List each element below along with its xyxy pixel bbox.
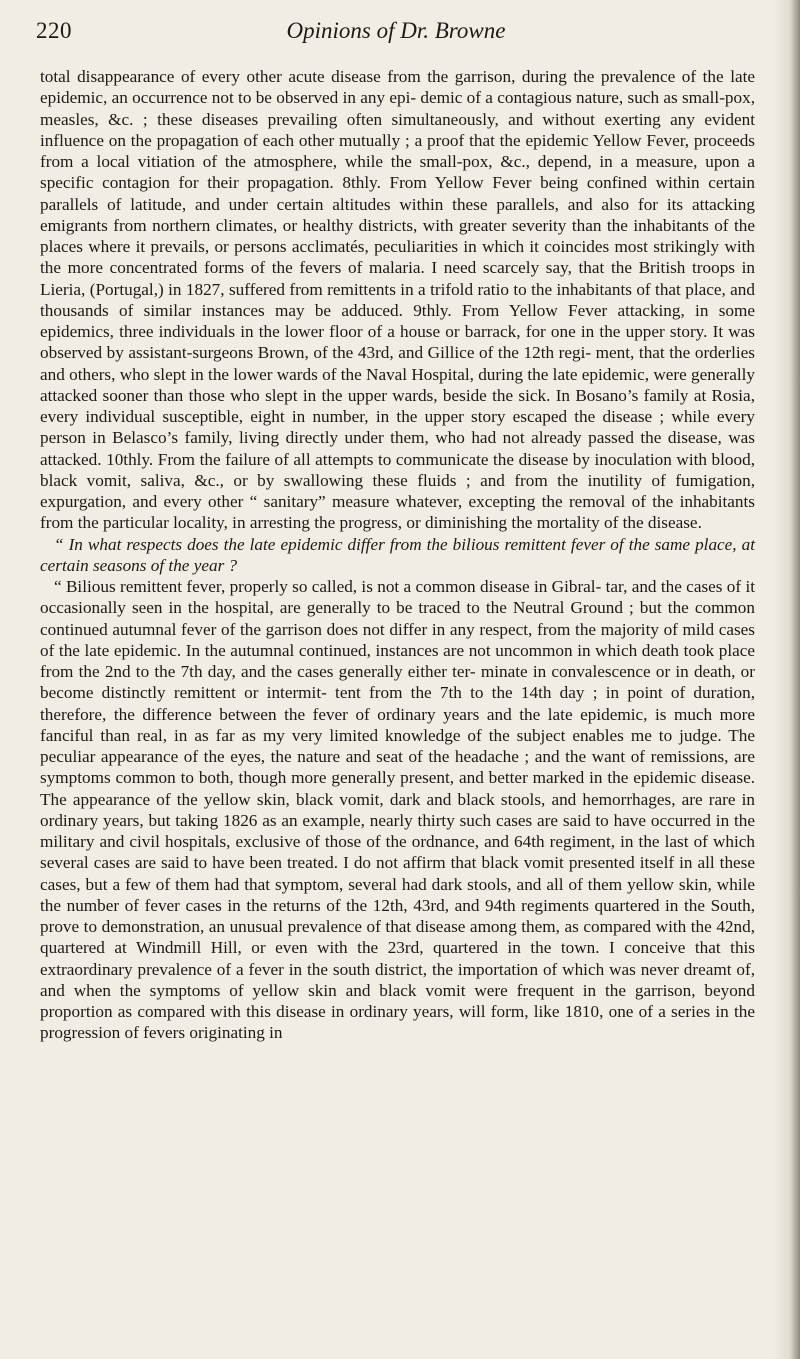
page-number: 220	[36, 18, 72, 43]
paragraph-conclusions: total disappearance of every other acute disease from the garrison, during the prevalence of the late epidemic, an occurrence not to be observed in any epi- demic of a contagious nature, such as small-pox, measles, &c. ; these diseases prevailing often simultaneously, and without exerting any evident influence on the propagation of each other mutually ; a proof that the epidemic Yellow Fever, proceeds from a local vitiation of the atmosphere, while the small-pox, &c., depend, in a measure, upon a specific contagion for their propagation. 8thly. From Yellow Fever being confined within certain parallels of latitude, and under certain altitudes within these parallels, and also for its attacking emigrants from northern climates, or healthy districts, with greater severity than the inhabitants of the places where it prevails, or persons acclimatés, peculiarities in which it coincides most strikingly with the more concentrated forms of the fevers of malaria. I need scarcely say, that the British troops in Lieria, (Portugal,) in 1827, suffered from remittents in a trifold ratio to the inhabitants of that place, and thousands of similar instances may be adduced. 9thly. From Yellow Fever attacking, in some epidemics, three individuals in the lower floor of a house or barrack, for one in the upper story. It was observed by assistant-surgeons Brown, of the 43rd, and Gillice of the 12th regi- ment, that the orderlies and others, who slept in the lower wards of the Naval Hospital, during the late epidemic, were generally attacked sooner than those who slept in the upper wards, beside the sick. In Bosano’s family at Rosia, every individual susceptible, eight in number, in the upper story escaped the disease ; while every person in Belasco’s family, living directly under them, who had not already passed the disease, was attacked. 10thly. From the failure of all attempts to communicate the disease by inoculation with blood, black vomit, saliva, &c., or by swallowing these fluids ; and from the inutility of fumigation, expurgation, and every other “ sanitary” measure whatever, excepting the removal of the inhabitants from the particular locality, in arresting the progress, or diminishing the mortality of the disease.	[40, 67, 755, 533]
paragraph-question: “ In what respects does the late epidemic differ from the bilious remittent fever of the same place, at certain seasons of the year ?	[40, 534, 755, 575]
page-header	[36, 18, 756, 52]
paragraph-answer: “ Bilious remittent fever, properly so called, is not a common disease in Gibral- tar, and the cases of it occasionally seen in the hospital, are generally to be traced to the Neutral Ground ; but the common continued autumnal fever of the garrison does not differ in any respect, from the majority of mild cases of the late epidemic. In the autumnal continued, instances are not uncommon in which death took place from the 2nd to the 7th day, and the cases generally either ter- minate in convalescence or in death, or become distinctly remittent or intermit- tent from the 7th to the 14th day ; in point of duration, therefore, the difference between the fever of ordinary years and the late epidemic, is much more fanciful than real, in as far as my very limited knowledge of the subject enables me to judge. The peculiar appearance of the eyes, the nature and seat of the headache ; and the want of remissions, are symptoms common to both, though more generally present, and better marked in the epidemic disease. The appearance of the yellow skin, black vomit, dark and black stools, and hemorrhages, are rare in ordinary years, but taking 1826 as an example, nearly thirty such cases are said to have occurred in the military and civil hospitals, exclusive of those of the ordnance, and 64th regiment, in the last of which several cases are said to have been treated. I do not affirm that black vomit presented itself in all these cases, but a few of them had that symptom, several had dark stools, and all of them yellow skin, while the number of fever cases in the returns of the 12th, 43rd, and 94th regiments quartered in the South, prove to demonstration, an unusual prevalence of that disease among them, as compared with the 42nd, quartered at Windmill Hill, or even with the 23rd, quartered in the town. I conceive that this extraordinary prevalence of a fever in the south district, the importation of which was never dreamt of, and when the symptoms of yellow skin and black vomit were frequent in the garrison, beyond proportion as compared with this disease in ordinary years, will form, like 1810, one of a series in the progression of fevers originating in	[40, 577, 755, 1043]
page-edge-shadow	[774, 0, 800, 1359]
body-text	[40, 66, 755, 1044]
running-title: Opinions of Dr. Browne	[286, 18, 506, 43]
